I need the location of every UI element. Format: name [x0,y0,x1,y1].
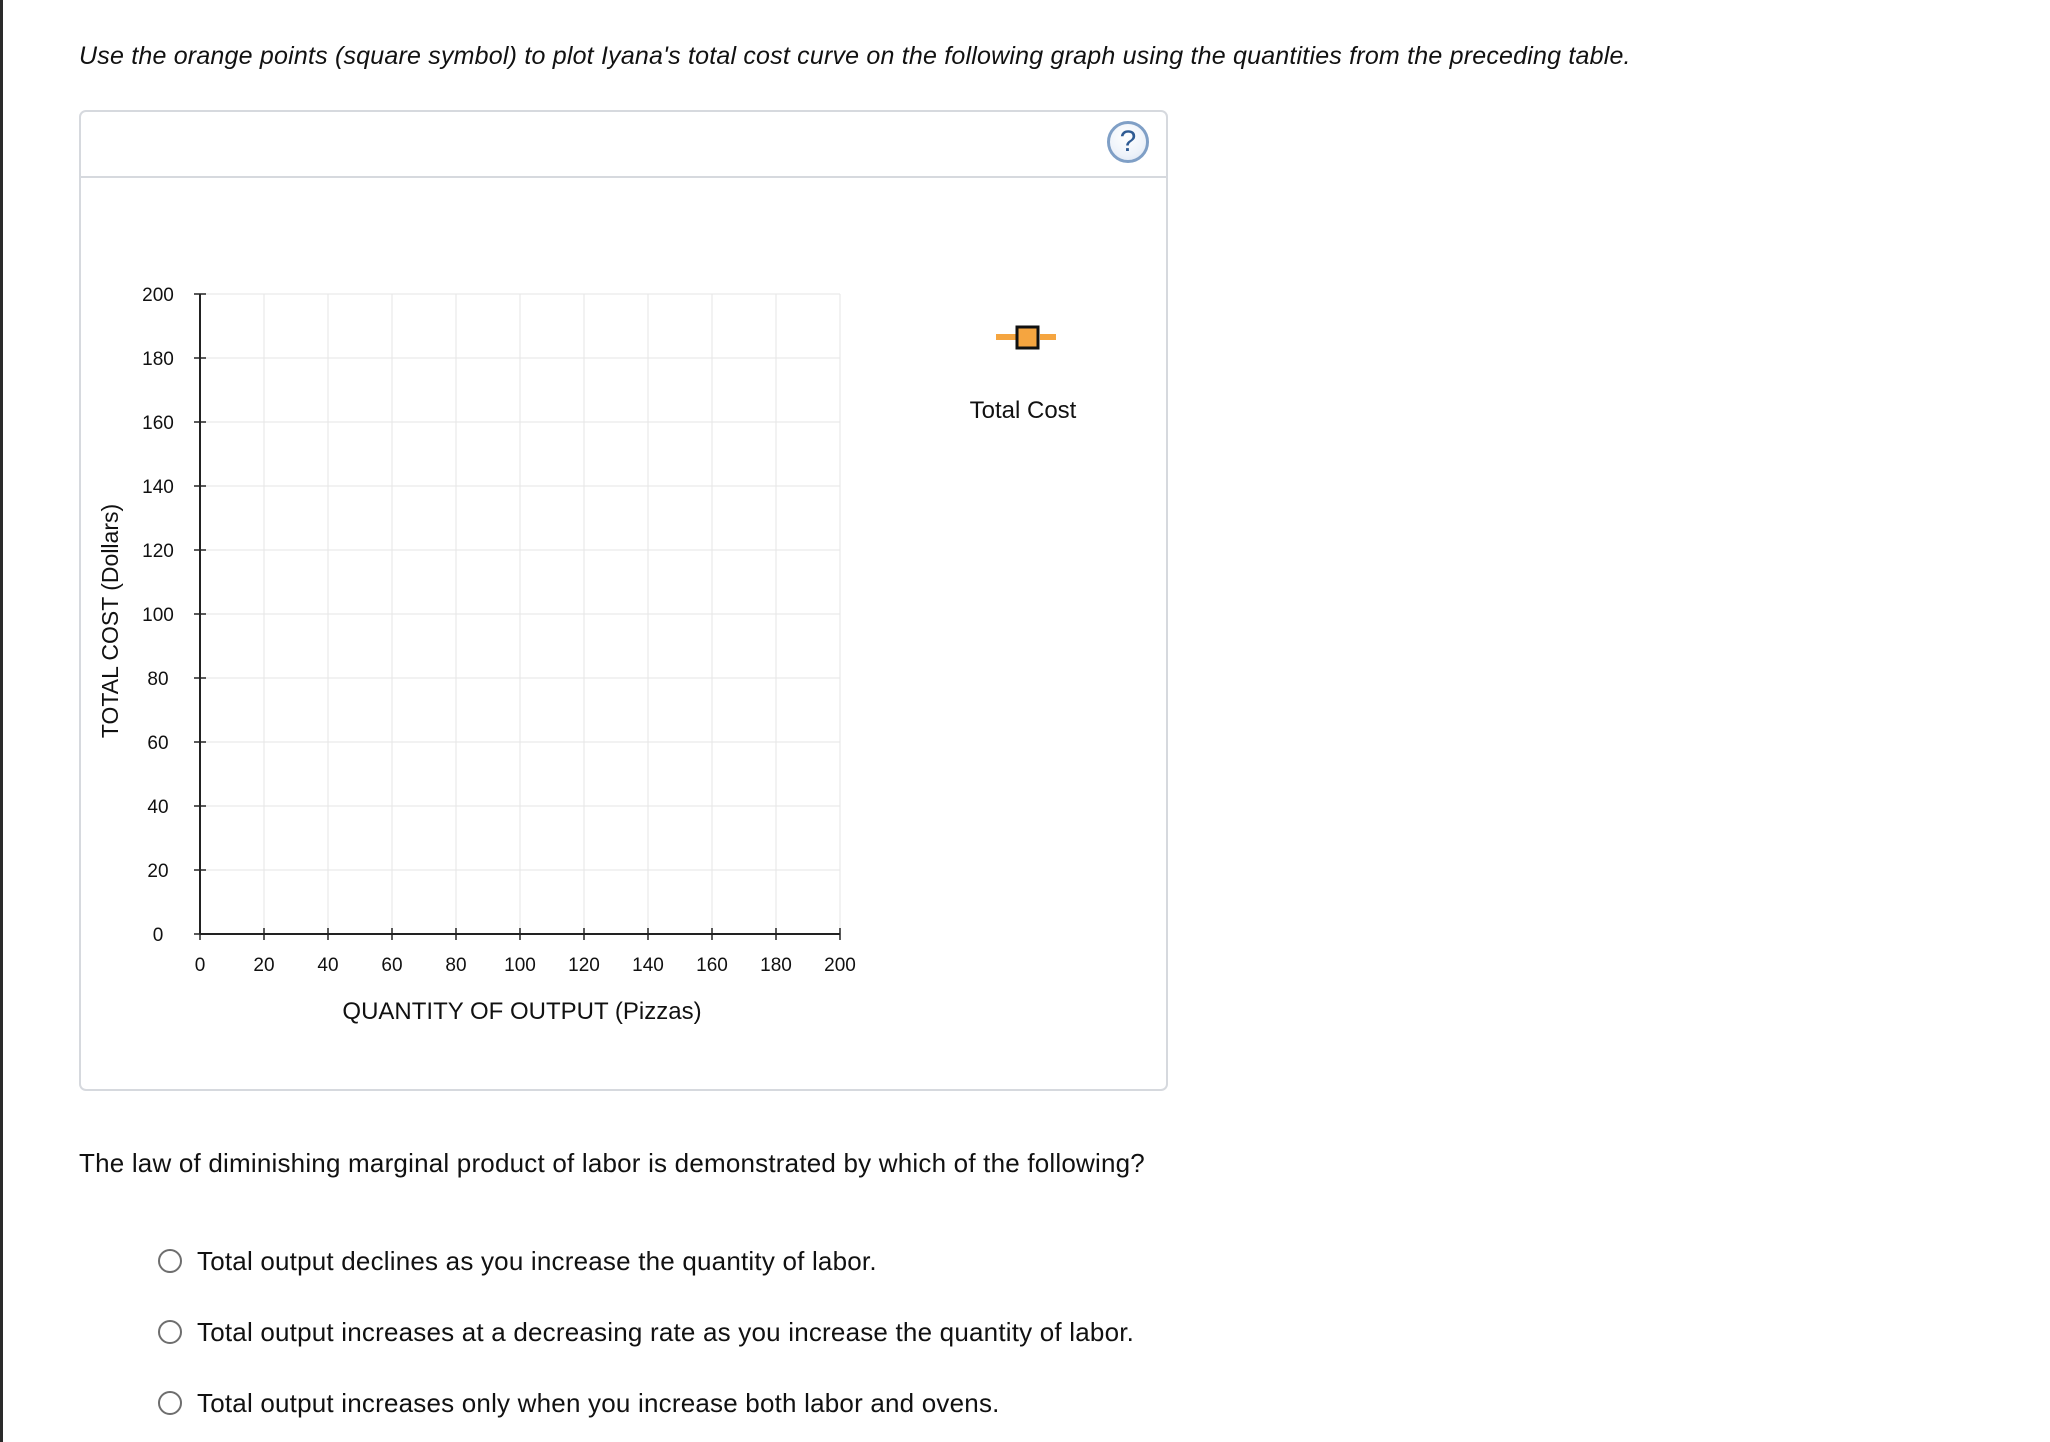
question-mark-icon[interactable]: ? [1107,121,1149,163]
x-tick-label: 100 [504,955,536,976]
y-tick-label: 40 [147,797,169,818]
y-tick-label: 80 [147,669,169,690]
chart-tick-labels [142,285,856,976]
x-tick-label: 60 [381,955,403,976]
y-tick-label: 140 [142,477,174,498]
y-tick-label: 0 [152,925,164,946]
y-tick-label: 60 [147,733,169,754]
chart-legend[interactable] [996,327,1056,348]
x-tick-label: 0 [194,955,206,976]
x-tick-label: 20 [253,955,275,976]
x-tick-label: 160 [696,955,728,976]
x-tick-label: 140 [632,955,664,976]
x-axis-label: QUANTITY OF OUTPUT (Pizzas) [342,998,702,1025]
chart-axes [194,294,840,940]
legend-label: Total Cost [969,397,1077,424]
option-2[interactable] [158,1315,1134,1349]
option-2-label: Total output increases at a decreasing rate as you increase the quantity of labor. [197,1316,1135,1347]
question-prompt: The law of diminishing marginal product of labor is demonstrated by which of the following? [79,1148,1145,1178]
y-tick-label: 200 [142,285,174,306]
option-1-label: Total output declines as you increase the quantity of labor. [197,1245,877,1276]
x-tick-label: 40 [317,955,339,976]
radio-option-2[interactable] [158,1320,182,1344]
y-axis-label: TOTAL COST (Dollars) [97,503,123,739]
y-tick-label: 160 [142,413,174,434]
x-tick-label: 200 [824,955,856,976]
y-tick-label: 100 [142,605,174,626]
chart-grid [200,294,840,934]
y-tick-label: 20 [147,861,169,882]
orange-square-point-icon[interactable] [1017,327,1038,348]
radio-option-3[interactable] [158,1391,182,1415]
option-1[interactable] [158,1244,877,1278]
x-tick-label: 120 [568,955,600,976]
y-tick-label: 120 [142,541,174,562]
instruction-text: Use the orange points (square symbol) to plot Iyana's total cost curve on the following graph using the quantities from the preceding table. [79,42,1631,70]
option-3-label: Total output increases only when you increase both labor and ovens. [197,1387,1000,1418]
x-tick-label: 180 [760,955,792,976]
y-tick-label: 180 [142,349,174,370]
x-tick-label: 80 [445,955,467,976]
option-3[interactable] [158,1386,1000,1420]
radio-option-1[interactable] [158,1249,182,1273]
